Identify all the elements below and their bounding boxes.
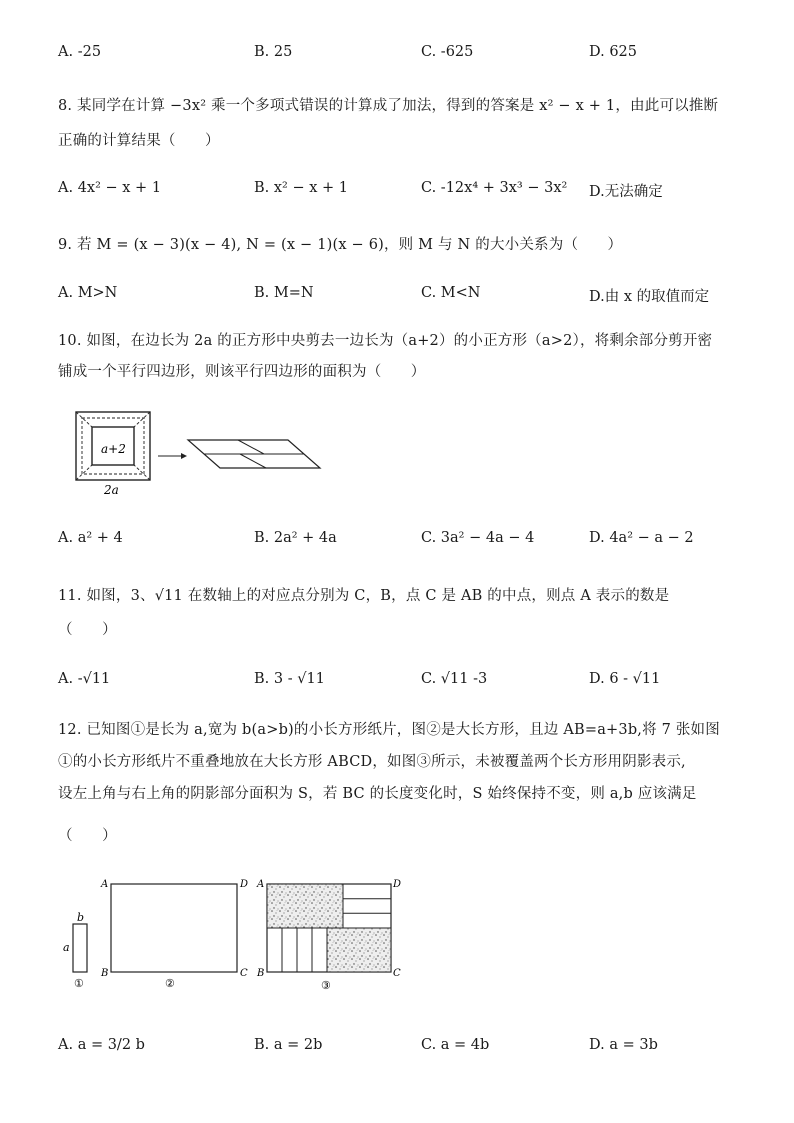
q11-stem-line1: 11. 如图，3、√11 在数轴上的对应点分别为 C，B，点 C 是 AB 的中点，则点 A 表示的数是 — [58, 588, 670, 604]
figure-2-label: ② — [165, 977, 175, 990]
q10-option-b[interactable]: B. 2a² + 4a — [254, 530, 337, 546]
q8-option-d[interactable]: D.无法确定 — [589, 184, 663, 200]
q7-option-d[interactable]: D. 625 — [589, 44, 638, 60]
q9-option-a[interactable]: A. M>N — [58, 285, 118, 301]
q7-option-a[interactable]: A. -25 — [58, 44, 102, 60]
square-diagram — [76, 412, 150, 495]
q8-stem-line1: 8. 某同学在计算 −3x² 乘一个多项式错误的计算成了加法，得到的答案是 x² − x + 1，由此可以推断 — [58, 98, 719, 114]
vertex-C-2: C — [240, 968, 248, 979]
vertex-C-3: C — [393, 968, 401, 979]
q9-stem: 9. 若 M = (x − 3)(x − 4), N = (x − 1)(x − 6)，则 M 与 N 的大小关系为（ ） — [58, 237, 623, 253]
q9-option-c[interactable]: C. M<N — [421, 285, 481, 301]
q7-option-c[interactable]: C. -625 — [421, 44, 474, 60]
shaded-region-top-left — [267, 884, 343, 928]
q12-stem-line2: ①的小长方形纸片不重叠地放在大长方形 ABCD，如图③所示，未被覆盖两个长方形用阴影表示, — [58, 754, 686, 770]
small-rectangle-figure — [63, 911, 87, 990]
q10-option-a[interactable]: A. a² + 4 — [58, 530, 123, 546]
q8-option-a[interactable]: A. 4x² − x + 1 — [58, 180, 162, 196]
q11-option-d[interactable]: D. 6 - √11 — [589, 671, 661, 687]
label-a: a — [63, 941, 70, 954]
inner-square-label: a+2 — [101, 442, 126, 456]
q10-stem-line1: 10. 如图，在边长为 2a 的正方形中央剪去一边长为（a+2）的小正方形（a>2），将剩余部分剪开密 — [58, 333, 713, 349]
vertex-D-3: D — [393, 879, 402, 890]
figure-1-label: ① — [74, 977, 84, 990]
tiled-rectangle-figure — [256, 879, 401, 992]
parallelogram-diagram — [188, 440, 320, 468]
vertex-D-2: D — [240, 879, 249, 890]
q11-option-c[interactable]: C. √11 -3 — [421, 671, 488, 687]
q12-option-a[interactable]: A. a = 3/2 b — [58, 1037, 145, 1053]
q8-option-c[interactable]: C. -12x⁴ + 3x³ − 3x² — [421, 180, 568, 196]
q9-option-d[interactable]: D.由 x 的取值而定 — [589, 289, 710, 305]
q11-stem-line2: （ ） — [58, 622, 117, 638]
q8-stem-line2: 正确的计算结果（ ） — [58, 133, 220, 149]
q10-option-d[interactable]: D. 4a² − a − 2 — [589, 530, 694, 546]
q12-option-c[interactable]: C. a = 4b — [421, 1037, 490, 1053]
q8-option-b[interactable]: B. x² − x + 1 — [254, 180, 349, 196]
q12-option-d[interactable]: D. a = 3b — [589, 1037, 658, 1053]
outer-square-label: 2a — [104, 483, 119, 495]
vertex-B-2: B — [101, 968, 109, 979]
q12-stem-line4: （ ） — [58, 828, 117, 844]
arrow-icon — [158, 453, 187, 459]
vertex-B-3: B — [257, 968, 265, 979]
large-rectangle-figure — [100, 879, 248, 990]
figure-3-label: ③ — [321, 979, 331, 992]
q12-stem-line1: 12. 已知图①是长为 a,宽为 b(a>b)的小长方形纸片，图②是大长方形，且边 AB=a+3b,将 7 张如图 — [58, 722, 720, 738]
q12-figure — [55, 870, 415, 995]
q7-option-b[interactable]: B. 25 — [254, 44, 293, 60]
q10-figure — [68, 405, 328, 495]
q9-option-b[interactable]: B. M=N — [254, 285, 314, 301]
q11-option-a[interactable]: A. -√11 — [58, 671, 111, 687]
label-b: b — [77, 911, 85, 924]
q11-option-b[interactable]: B. 3 - √11 — [254, 671, 325, 687]
q12-stem-line3: 设左上角与右上角的阴影部分面积为 S，若 BC 的长度变化时，S 始终保持不变，则 a,b 应该满足 — [58, 786, 697, 802]
vertex-A-2: A — [101, 879, 109, 890]
q12-option-b[interactable]: B. a = 2b — [254, 1037, 323, 1053]
q10-option-c[interactable]: C. 3a² − 4a − 4 — [421, 530, 535, 546]
vertex-A-3: A — [257, 879, 265, 890]
shaded-region-bottom-right — [327, 928, 391, 972]
q10-stem-line2: 铺成一个平行四边形，则该平行四边形的面积为（ ） — [58, 364, 426, 380]
